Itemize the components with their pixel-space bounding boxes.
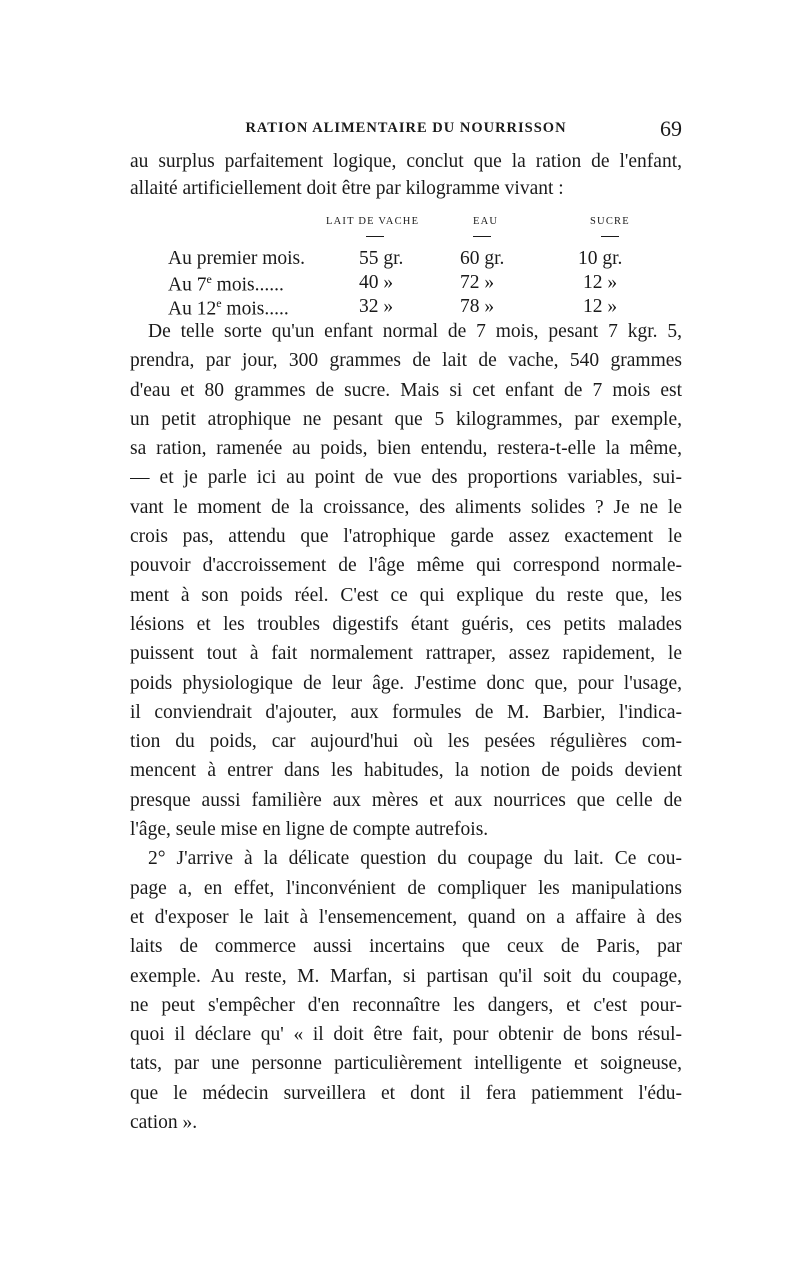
text-line: presque aussi familière aux mères et aux nourrices que celle de [130,789,682,811]
text-line: l'âge, seule mise en ligne de compte autrefois. [130,819,489,841]
column-header-water: EAU [473,216,499,227]
text-line: un petit atrophique ne pesant que 5 kilogrammes, par exemple, [130,408,682,430]
text-line: puissent tout à fait normalement rattraper, assez rapidement, le [130,643,682,665]
text-line: pouvoir d'accroissement de l'âge même qui correspond normale- [130,555,682,577]
water-value: 60 gr. [460,248,505,269]
sugar-value: 12 » [583,296,618,317]
water-value: 72 » [460,272,495,293]
text-line: — et je parle ici au point de vue des proportions variables, sui- [130,467,682,489]
text-line: quoi il déclare qu' « il doit être fait, pour obtenir de bons résul- [130,1024,682,1046]
column-rule [473,236,491,237]
running-title: RATION ALIMENTAIRE DU NOURRISSON [245,120,567,136]
text-line: prendra, par jour, 300 grammes de lait de vache, 540 grammes [130,350,682,372]
text-line: lésions et les troubles digestifs étant guéris, ces petits malades [130,613,682,635]
milk-value: 40 » [359,272,394,293]
row-label: Au premier mois. [168,248,306,269]
text-line: mencent à entrer dans les habitudes, la notion de poids devient [130,760,682,782]
sugar-value: 12 » [583,272,618,293]
sugar-value: 10 gr. [578,248,623,269]
text-line: sa ration, ramenée au poids, bien entendu, restera-t-elle la même, [130,438,682,460]
column-rule [601,236,619,237]
row-label: Au 7e mois...... [168,272,284,296]
page-number: 69 [660,116,682,141]
text-line: et d'exposer le lait à l'ensemencement, quand on a affaire à des [130,906,682,928]
text-line: allaité artificiellement doit être par kilogramme vivant : [130,178,564,199]
water-value: 78 » [460,296,495,317]
column-rule [366,236,384,237]
column-header-sugar: SUCRE [590,216,630,227]
text-line: que le médecin surveillera et dont il fera patiemment l'édu- [130,1082,682,1104]
text-line: 2° J'arrive à la délicate question du coupage du lait. Ce cou- [148,848,682,870]
text-line: crois pas, attendu que l'atrophique garde assez exactement le [130,526,682,548]
text-line: d'eau et 80 grammes de sucre. Mais si cet enfant de 7 mois est [130,379,682,401]
text-line: ne peut s'empêcher d'en reconnaître les dangers, et c'est pour- [130,994,682,1016]
text-line: tats, par une personne particulièrement intelligente et soigneuse, [130,1053,682,1075]
text-line: page a, en effet, l'inconvénient de compliquer les manipulations [130,877,682,899]
row-label: Au 12e mois..... [168,296,289,320]
text-line: vant le moment de la croissance, des aliments solides ? Je ne le [130,496,682,518]
text-line: De telle sorte qu'un enfant normal de 7 mois, pesant 7 kgr. 5, [148,321,682,342]
text-line: poids physiologique de leur âge. J'estime donc que, pour l'usage, [130,672,682,694]
milk-value: 32 » [359,296,394,317]
column-header-milk: LAIT DE VACHE [326,216,420,227]
body-text [130,317,682,1137]
text-line: exemple. Au reste, M. Marfan, si partisan qu'il soit du coupage, [130,965,682,987]
milk-value: 55 gr. [359,248,404,269]
text-line: tion du poids, car aujourd'hui où les pesées régulières com- [130,731,682,753]
text-line: ment à son poids réel. C'est ce qui explique du reste que, les [130,584,682,606]
text-line: au surplus parfaitement logique, conclut que la ration de l'enfant, [130,151,682,172]
text-line: il conviendrait d'ajouter, aux formules de M. Barbier, l'indica- [130,701,682,723]
text-line: laits de commerce aussi incertains que ceux de Paris, par [130,936,682,958]
intro-paragraph [130,148,682,202]
text-line: cation ». [130,1112,198,1134]
running-head [130,116,682,140]
